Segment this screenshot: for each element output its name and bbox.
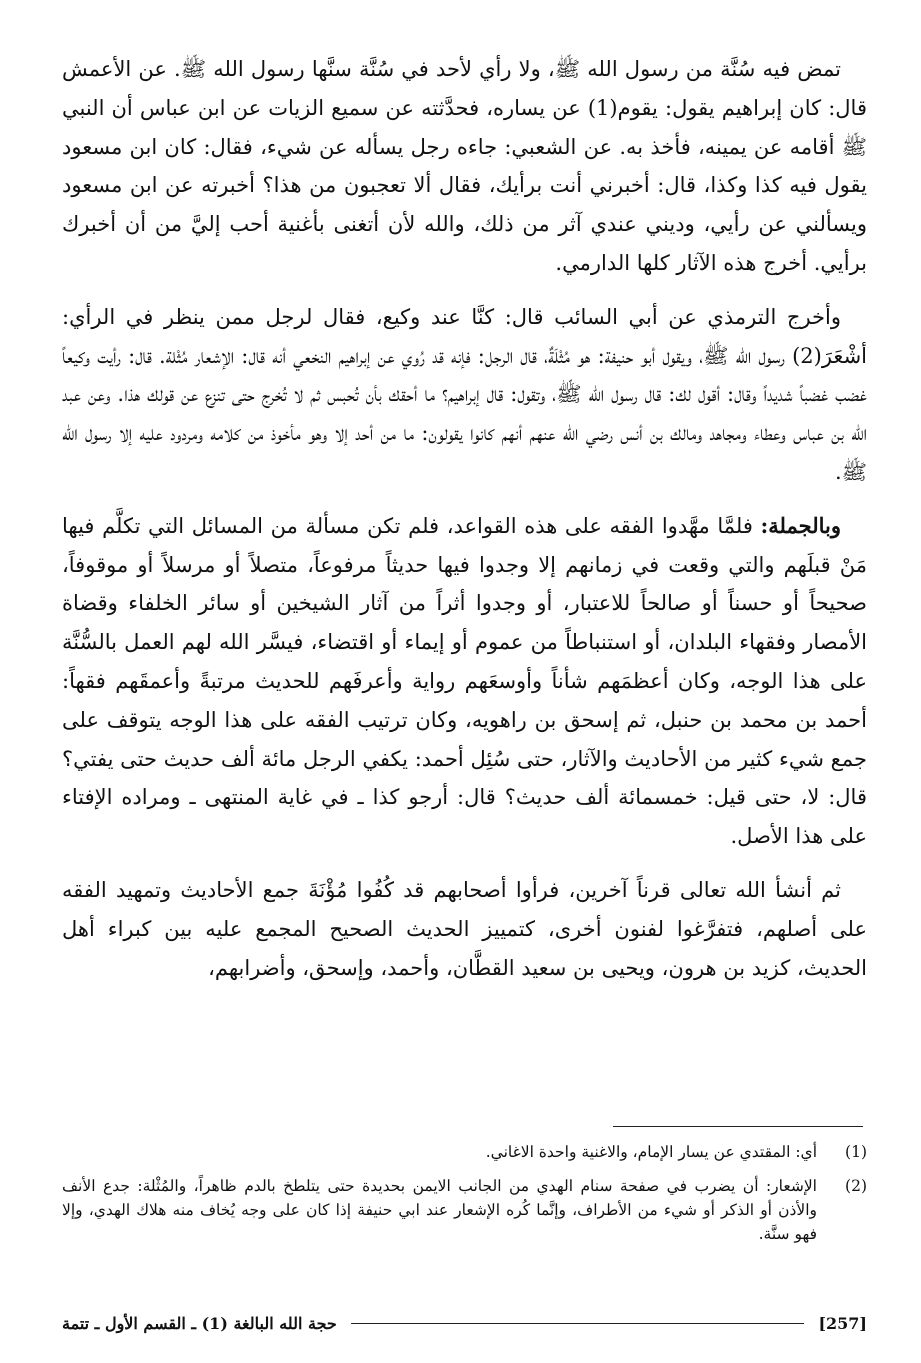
- paragraph-text: تمض فيه سُنَّة من رسول الله ﷺ، ولا رأي لأحد في سُنَّة سنَّها رسول الله ﷺ. عن الأعمش قال: كان إبراهيم يقول: يقوم(1) عن يساره، فحدَّثته عن سميع الزيات عن ابن عباس أن النبي ﷺ أقامه عن يمينه، فأخذ به. عن الشعبي: جاءه رجل يسأله عن شيء، فقال: كان ابن مسعود يقول فيه كذا وكذا، قال: أخبرني أنت برأيك، فقال ألا تعجبون من هذا؟ أخبرته عن ابن مسعود ويسألني عن رأيي، وديني عندي آثر من ذلك، والله لأن أتغنى بأغنية أحب إليَّ من أن أخبرك برأيي. أخرج هذه الآثار كلها الدارمي.: [62, 57, 867, 275]
- paragraph-text: فلمَّا مهَّدوا الفقه على هذه القواعد، فلم تكن مسألة من المسائل التي تكلَّم فيها مَنْ قبلَهم والتي وقعت في زمانهم إلا وجدوا فيها حديثاً مرفوعاً، متصلاً أو مرسلاً أو موقوفاً، صحيحاً أو حسناً أو صالحاً للاعتبار، أو وجدوا أثراً من آثار الشيخين أو سائر الخلفاء وقضاة الأمصار وفقهاء البلدان، أو استنباطاً من عموم أو إيماء أو اقتضاء، فيسَّر الله لهم العمل بالسُّنَّة على هذا الوجه، وكان أعظمَهم شأناً وأوسعَهم رواية وأعرفَهم للحديث مرتبةً وأعمقَهم فقهاً: أحمد بن محمد بن حنبل، ثم إسحق بن راهويه، وكان ترتيب الفقه على هذا الوجه يتوقف على جمع شيء كثير من الأحاديث والآثار، حتى سُئِل أحمد: يكفي الرجل مائة ألف حديث حتى يفتي؟ قال: لا، حتى قيل: خمسمائة ألف حديث؟ قال: أرجو كذا ـ في غاية المنتهى ـ ومراده الإفتاء على هذا الأصل.: [62, 513, 867, 849]
- footnote-text: الإشعار: أن يضرب في صفحة سنام الهدي من الجانب الايمن بحديدة حتى يتلطخ بالدم ظاهراً، والمُثْلة: جدع الأنف والأذن أو الذكر أو شيء من الأطراف، وإنَّما كُره الإشعار عند ابي حنيفة إذا كان على وجه يُخاف منه هلاك الهدي، وإلا فهو سنَّة.: [62, 1177, 817, 1243]
- footer-rule: [351, 1323, 805, 1324]
- paragraph-lead: وبالجملة:: [760, 512, 841, 538]
- footnote-2: [62, 1174, 867, 1246]
- paragraph-4: [62, 871, 867, 987]
- paragraph-2: [62, 298, 867, 492]
- footnotes: [62, 1140, 867, 1256]
- footnote-1: [62, 1140, 867, 1164]
- page-footer: [62, 1308, 867, 1338]
- footnote-number: (2): [845, 1177, 867, 1195]
- paragraph-text: وأخرج الترمذي عن أبي السائب قال: كنَّا عند وكيع، فقال لرجل ممن ينظر في الرأي: أشْعَرَ(2) رسول الله ﷺ، ويقول أبو حنيفة: هو مُثْلَةٌ، قال الرجل: فإنه قد رُوي عن إبراهيم النخعي أنه قال: الإشعار مُثْلة. قال: رأيت وكيعاً غضب غضباً شديداً وقال: أقول لك: قال رسول الله ﷺ، وتقول: قال إبراهيم؟ ما أحقك بأن تُحبس ثم لا تُخرج حتى تنزع عن قولك هذا. وعن عبد الله بن عباس وعطاء ومجاهد ومالك بن أنس رضي الله عنهم أنهم كانوا يقولون: ما من أحد إلا وهو مأخوذ من كلامه ومردود عليه إلا رسول الله ﷺ.: [62, 304, 867, 484]
- paragraph-3: [62, 507, 867, 856]
- main-text: [62, 50, 867, 987]
- paragraph-text: ثم أنشأ الله تعالى قرناً آخرين، فرأوا أصحابهم قد كُفُوا مُؤْنَةَ جمع الأحاديث وتمهيد الفقه على أصلهم، فتفرَّغوا لفنون أخرى، كتمييز الحديث الصحيح المجمع عليه بين كبراء أهل الحديث، كزيد بن هرون، ويحيى بن سعيد القطَّان، وأحمد، وإسحق، وأضرابهم،: [62, 877, 867, 980]
- paragraph-1: [62, 50, 867, 283]
- footnote-divider: [613, 1126, 863, 1127]
- running-title: حجة الله البالغة (1) ـ القسم الأول ـ تتمة: [62, 1313, 337, 1333]
- footnote-number: (1): [845, 1143, 867, 1161]
- page-number: [257]: [818, 1313, 867, 1333]
- footnote-text: أي: المقتدي عن يسار الإمام، والاغنية واحدة الاغاني.: [485, 1143, 817, 1161]
